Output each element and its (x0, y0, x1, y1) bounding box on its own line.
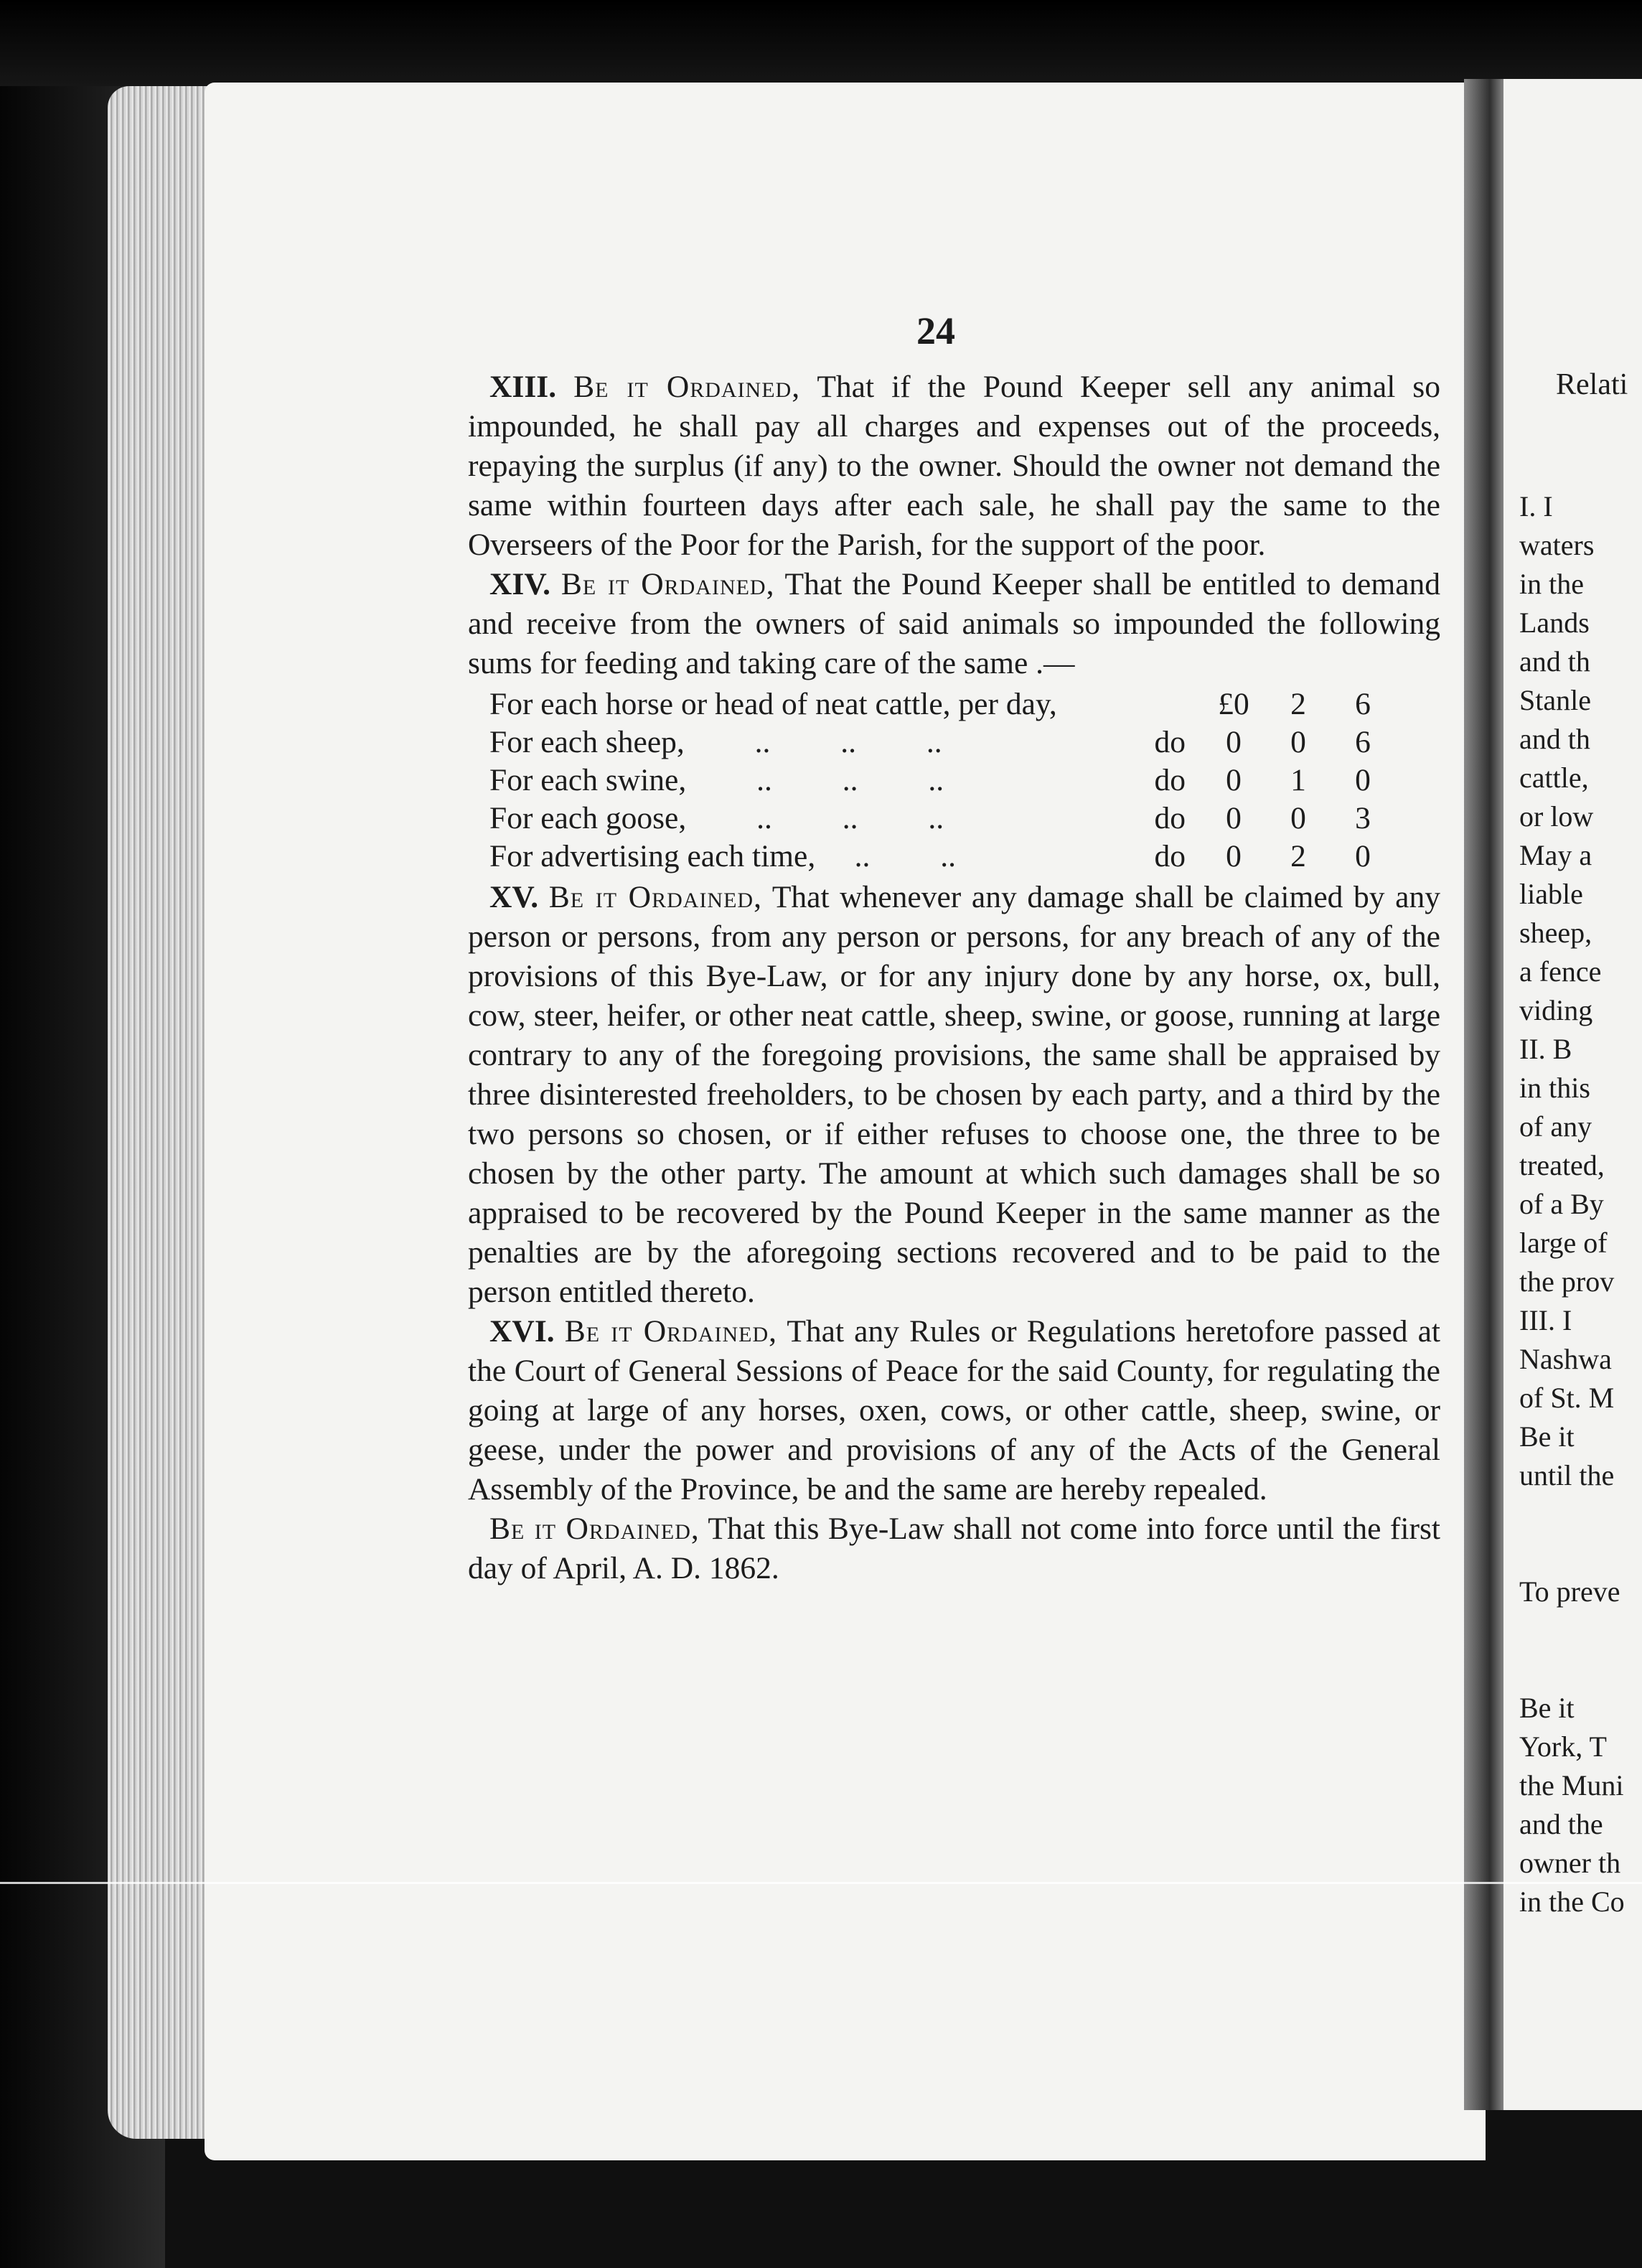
section-number: XVI. (489, 1314, 555, 1349)
ordained-phrase: Be it Ordained, (489, 1512, 700, 1546)
book-page-edges (108, 86, 215, 2139)
right-page-line: and the (1519, 1808, 1603, 1840)
section-text: That whenever any damage shall be claimed by any person or persons, from any person or persons, for any breach of any of the provisions of this Bye-Law, or for any injury done by any horse, ox, bull, cow, steer, heifer, or other neat cattle, sheep, swine, or goose, running at large contrary to any of the foregoing provisions, the same shall be appraised by three disinterested freeholders, to be chosen by each party, and a third by the two persons so chosen, or if either refuses to choose one, the three to be chosen by the other party. The amount at which such damages shall be so appraised to be recovered by the Pound Keeper in the same manner as the penalties are by the aforegoing sections recovered and to be paid to the person entitled thereto. (468, 880, 1440, 1309)
right-page-line: York, T (1519, 1730, 1607, 1763)
section-xvi (468, 1312, 1440, 1509)
right-page-line: Be it (1519, 1692, 1575, 1724)
right-page-line: treated, (1519, 1149, 1605, 1181)
right-page-line: of St. M (1519, 1382, 1615, 1414)
fee-pounds: 0 (1226, 801, 1242, 835)
right-page-line: the Muni (1519, 1769, 1624, 1801)
fee-pounds: 0 (1226, 763, 1242, 797)
right-page-text (1519, 409, 1642, 1921)
section-xiii (468, 367, 1440, 565)
section-xiv (468, 565, 1440, 683)
fee-row (489, 685, 1444, 723)
fee-schedule (489, 685, 1444, 875)
fee-per: do (1154, 725, 1186, 759)
right-page-line: Lands (1519, 606, 1590, 639)
left-page-text (468, 367, 1440, 1588)
fee-pounds: £0 (1218, 687, 1249, 721)
right-page-line: owner th (1519, 1847, 1621, 1879)
right-page-line: To preve (1519, 1575, 1620, 1608)
right-page-line (1519, 1649, 1642, 1688)
right-page-line: II. B (1519, 1033, 1572, 1065)
right-page-line: I. I (1519, 490, 1553, 523)
fee-shillings: 0 (1290, 725, 1306, 759)
right-page-line: cattle, (1519, 762, 1589, 794)
right-page-line: waters (1519, 529, 1595, 561)
right-page-header: Relati (1556, 368, 1628, 401)
fee-pence: 0 (1355, 839, 1371, 873)
fee-row (489, 723, 1444, 761)
fee-shillings: 2 (1290, 687, 1306, 721)
right-page-line: in the Co (1519, 1885, 1625, 1918)
fee-shillings: 1 (1290, 763, 1306, 797)
scan-artifact-line (0, 1882, 1642, 1884)
fee-pounds: 0 (1226, 839, 1242, 873)
right-page-line: May a (1519, 839, 1592, 871)
fee-shillings: 2 (1290, 839, 1306, 873)
right-page-line (1519, 448, 1642, 487)
section-final (468, 1509, 1440, 1588)
right-page-line: a fence (1519, 955, 1602, 988)
fee-pence: 6 (1355, 687, 1371, 721)
right-page-line: the prov (1519, 1265, 1615, 1298)
section-text: That if the Pound Keeper sell any animal so impounded, he shall pay all charges and expenses out of the proceeds, repaying the surplus (if any) to the owner. Should the owner not demand the same within fourteen days after each sale, he shall pay the same to the Overseers of the Poor for the Parish, for the support of the poor. (468, 370, 1440, 562)
ordained-phrase: Be it Ordained, (564, 1314, 777, 1349)
right-page-line: and th (1519, 723, 1590, 755)
right-page-line (1519, 409, 1642, 448)
ordained-phrase: Be it Ordained, (548, 880, 762, 914)
section-text: That this Bye-Law shall not come into force until the first day of April, A. D. 1862. (468, 1512, 1440, 1585)
right-page-line: sheep, (1519, 917, 1592, 949)
fee-shillings: 0 (1290, 801, 1306, 835)
ordained-phrase: Be it Ordained, (560, 567, 775, 601)
fee-pence: 0 (1355, 763, 1371, 797)
fee-per: do (1154, 839, 1186, 873)
section-xv (468, 878, 1440, 1312)
fee-row (489, 761, 1444, 799)
section-number: XV. (489, 880, 539, 914)
ordained-phrase: Be it Ordained, (573, 370, 801, 404)
right-page-line: Nashwa (1519, 1343, 1612, 1375)
fee-label: For each swine, .. .. .. (489, 763, 944, 797)
right-page-line (1519, 1533, 1642, 1572)
right-page-line: or low (1519, 800, 1594, 833)
scan-top-edge (0, 0, 1642, 86)
fee-label: For advertising each time, .. .. (489, 839, 956, 873)
right-page-line: in the (1519, 568, 1584, 600)
right-page-line: III. I (1519, 1304, 1572, 1336)
right-page-line: of any (1519, 1110, 1592, 1143)
right-page-line: large of (1519, 1227, 1608, 1259)
fee-label: For each sheep, .. .. .. (489, 725, 942, 759)
right-page-line (1519, 1494, 1642, 1533)
right-page-line: viding (1519, 994, 1593, 1026)
right-page-line: Stanle (1519, 684, 1591, 716)
right-page-line: of a By (1519, 1188, 1604, 1220)
fee-per: do (1154, 801, 1186, 835)
fee-row (489, 799, 1444, 837)
fee-label: For each horse or head of neat cattle, per day, (489, 687, 1057, 721)
right-page-line: liable (1519, 878, 1583, 910)
section-number: XIV. (489, 567, 551, 601)
fee-per: do (1154, 763, 1186, 797)
book-gutter (1464, 79, 1507, 2110)
right-page-line: in this (1519, 1072, 1590, 1104)
fee-row (489, 837, 1444, 875)
right-page-line (1519, 1611, 1642, 1649)
section-number: XIII. (489, 370, 557, 404)
right-page-line: Be it (1519, 1420, 1575, 1453)
right-page-line: and th (1519, 645, 1590, 678)
section-text: That the Pound Keeper shall be entitled to demand and receive from the owners of said animals so impounded the following sums for feeding and taking care of the same .— (468, 567, 1441, 680)
page-number: 24 (916, 309, 955, 352)
fee-pence: 6 (1355, 725, 1371, 759)
section-text: That any Rules or Regulations heretofore passed at the Court of General Sessions of Peace for the said County, for regulating the going at large of any horses, oxen, cows, or other cattle, sheep, swine, or geese, under the power and provisions of any of the Acts of the General Assembly of the Province, be and the same are hereby repealed. (468, 1314, 1441, 1506)
fee-pence: 3 (1355, 801, 1371, 835)
fee-label: For each goose, .. .. .. (489, 801, 944, 835)
right-page-line: until the (1519, 1459, 1615, 1491)
fee-pounds: 0 (1226, 725, 1242, 759)
